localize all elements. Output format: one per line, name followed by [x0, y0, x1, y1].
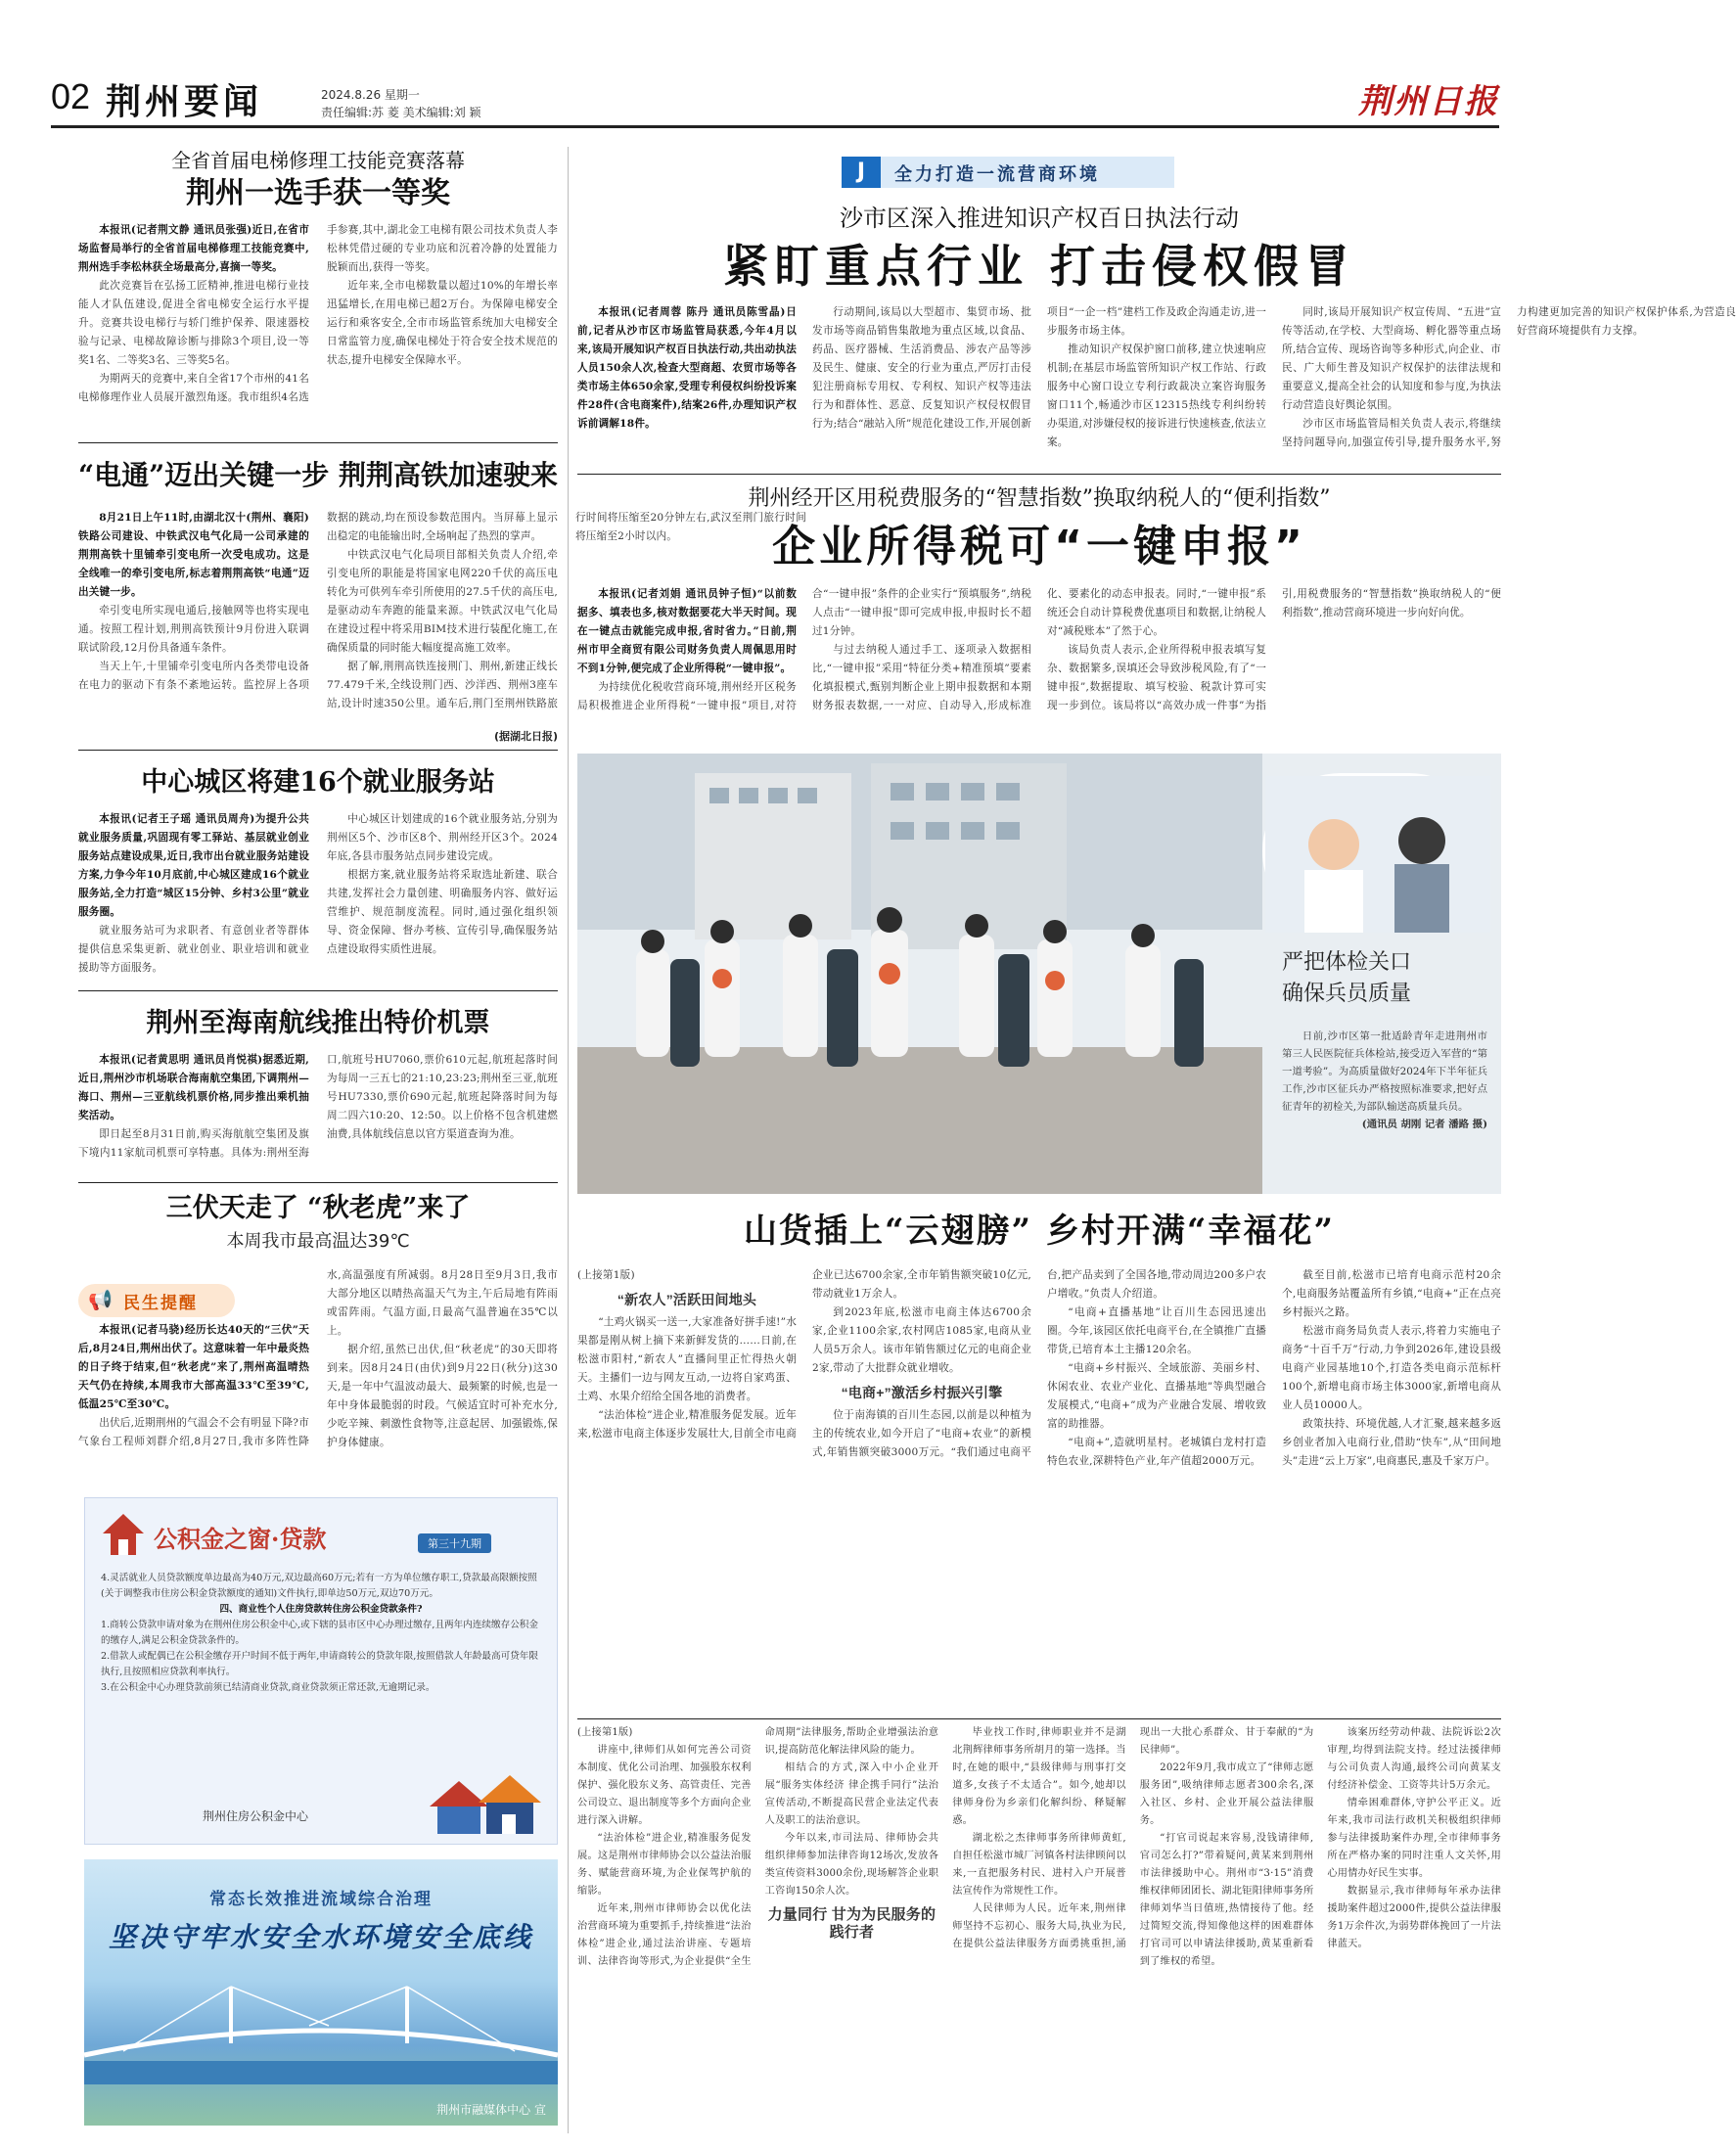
divider — [78, 750, 558, 751]
article-body: 本报讯(记者荆文静 通讯员张强)近日,在省市场监督局举行的全省首届电梯修理工技能竞赛中,荆州选手李松林获全场最高分,喜摘一等奖。 此次竞赛旨在弘扬工匠精神,推进电梯行业技能人才队伍建设,促进全省电梯安全运行水平提升。竞赛共设电梯行与轿门维护保养、限速器校验与记录、电梯故障诊断与排除3个项目,设一等奖1名、二等奖3名、三等奖5名。 为期两天的竞赛中,来自全省17个市州的41名电梯修理作业人员展开激烈角逐。我市组织4名选手参赛,其中,湖北金工电梯有限公司技术负责人李松林凭借过硬的专业功底和沉着冷静的处置能力脱颖而出,获得一等奖。 近年来,全市电梯数量以超过10%的年增长率迅猛增长,在用电梯已超2万台。为保障电梯安全运行和乘客安全,全市市场监管系统加大电梯安全日常监管力度,确保电梯处于符合安全技术规范的状态,提升电梯安全保障水平。 — [78, 224, 558, 403]
divider — [78, 1182, 558, 1183]
article-body: 8月21日上午11时,由湖北汉十(荆州、襄阳)铁路公司建设、中铁武汉电气化局一公司承建的荆荆高铁十里铺牵引变电所一次受电成功。这是全线唯一的牵引变电所,标志着荆荆高铁“电通”迈出关键一步。 牵引变电所实现电通后,接触网等也将实现电通。按照工程计划,荆荆高铁预计9月份进入联调联试阶段,12月份具备通车条件。 当天上午,十里铺牵引变电所内各类带电设备在电力的驱动下有条不紊地运转。监控屏上各项数据的跳动,均在预设参数范围内。当屏幕上显示出稳定的电能输出时,全场响起了热烈的掌声。 中铁武汉电气化局项目部相关负责人介绍,牵引变电所的职能是将国家电网220千伏的高压电转化为可供列车牵引所使用的27.5千伏的高压电,是驱动动车奔跑的能量来源。中铁武汉电气化局在建设过程中将采用BIM技术进行装配化施工,在确保质量的同时能大幅度提高施工效率。 据了解,荆荆高铁连接荆门、荆州,新建正线长77.479千米,全线设荆门西、沙洋西、荆州3座车站,设计时速350公里。通车后,荆门至荆州铁路旅行时间将压缩至20分钟左右,武汉至荆门旅行时间将压缩至2小时以内。 — [78, 512, 806, 709]
business-environment-banner — [842, 157, 1174, 188]
house-logo-icon — [101, 1512, 146, 1557]
photo-military-checkup — [577, 754, 1501, 1194]
article-railway — [78, 448, 806, 747]
article-source: (据湖北日报) — [493, 730, 558, 743]
issue-date: 2024.8.26 星期一 — [321, 88, 420, 102]
article-pretitle: 荆州经开区用税费服务的“智慧指数”换取纳税人的“便利指数” — [748, 486, 1331, 511]
divider — [78, 442, 558, 443]
inset-photo — [1262, 773, 1487, 930]
divider — [78, 990, 558, 991]
article-pretitle: 沙市区深入推进知识产权百日执法行动 — [840, 205, 1239, 232]
article-ip-enforcement — [577, 147, 1736, 470]
section-heading: 力量同行 甘为为民服务的践行者 — [767, 1906, 937, 1941]
article-title: 山货插上“云翅膀” 乡村开满“幸福花” — [743, 1212, 1336, 1251]
article-pretitle: 全省首届电梯修理工技能竞赛落幕 — [171, 149, 465, 172]
ad-items: 4.灵活就业人员贷款额度单边最高为40万元,双边最高60万元;若有一方为单位缴存职工,贷款最高限额按照(关于调整我市住房公积金贷款额度的通知)文件执行,即单边50万元,双边70万元。 四、商业性个人住房贷款转住房公积金贷款条件? 1.商转公贷款申请对象为在荆州住房公积金中心,或下辖的县市区中心办理过缴存,且两年内连续缴存公积金的缴存人,满足公积金贷款条件的。 2.借款人或配偶已在公积金缴存开户时间不低于两年,申请商转公的贷款年限,按照借款人年龄最高可贷年限执行,且按照相应贷款利率执行。 3.在公积金中心办理贷款前须已结清商业贷款,商业贷款须正常还款,无逾期记录。 — [101, 1571, 541, 1696]
article-body: 本报讯(记者王子瑶 通讯员周舟)为提升公共就业服务质量,巩固现有零工驿站、基层就业创业服务站点建设成果,近日,我市出台就业服务站建设方案,力争今年10月底前,中心城区建成16个就业服务站,全力打造“城区15分钟、乡村3公里”就业服务圈。 就业服务站可为求职者、有意创业者等群体提供信息采集更新、就业创业、职业培训和就业援助等方面服务。 中心城区计划建成的16个就业服务站,分别为荆州区5个、沙市区8个、荆州经开区3个。2024年底,各县市服务站点同步建设完成。 根据方案,就业服务站将采取选址新建、联合共建,发挥社会力量创建、明确服务内容、做好运营维护、规范制度流程。同时,通过强化组织领导、资金保障、督办考核、宣传引导,确保服务站点建设取得实质性进展。 — [78, 813, 558, 974]
editors: 责任编辑:苏 菱 美术编辑:刘 颖 — [321, 106, 481, 119]
article-body: 本报讯(记者刘娟 通讯员钟子恒)“以前数据多、填表也多,核对数据要花大半天时间。现在一键点击就能完成申报,省时省力。”日前,荆州市甲全商贸有限公司财务负责人周佩思用时不到1分钟,便完成了企业所得税“一键申报”。 为持续优化税收营商环境,荆州经开区税务局积极推进企业所得税“一键申报”项目,对符合“一键申报”条件的企业实行“预填服务”,纳税人点击“一键申报”即可完成申报,申报时长不超过1分钟。 与过去纳税人通过手工、逐项录入数据相比,“一键申报”采用“特征分类+精准预填”要素化填报模式,甄别判断企业上期申报数据和本期财务报表数据,一一对应、自动导入,形成标准化、要素化的动态申报表。同时,“一键申报”系统还会自动计算税费优惠项目和数据,让纳税人对“减税账本”了然于心。 该局负责人表示,企业所得税申报表填写复杂、数据繁多,误填还会导致涉税风险,有了“一键申报”,数据提取、填写校验、税款计算可实现一步到位。该局将以“高效办成一件事”为指引,用税费服务的“智慧指数”换取纳税人的“便利指数”,推动营商环境进一步向好向优。 — [577, 588, 1501, 711]
masthead-rule — [51, 125, 1499, 128]
divider — [577, 474, 1501, 475]
section-heading: “新农人”活跃田间地头 — [617, 1292, 757, 1307]
article-airline — [78, 996, 558, 1180]
ad-line-2: 坚决守牢水安全水环境安全底线 — [108, 1921, 533, 1953]
article-body: (上接第1版) 讲座中,律师们从如何完善公司资本制度、优化公司治理、加强股东权利保护、强化股东义务、高管责任、完善公司设立、退出制度等多个方面向企业进行深入讲解。 “法治体检”进企业,精准服务促发展。这是荆州市律师协会以公益法治服务、赋能营商环境,为企业保驾护航的缩影。 近年来,荆州市律师协会以优化法治营商环境为重要抓手,持续推进“法治体检”进企业,通过法治讲座、专题培训、法律咨询等形式,为企业提供“全生命周期”法律服务,帮助企业增强法治意识,提高防范化解法律风险的能力。 相结合的方式,深入中小企业开展“服务实体经济 律企携手同行”法治宣传活动,不断提高民营企业法定代表人及职工的法治意识。 今年以来,市司法局、律师协会共组织律师参加法律咨询12场次,发放各类宣传资料3000余份,现场解答企业职工咨询150余人次。 力量同行 甘为为民服务的践行者 毕业找工作时,律师职业并不是湖北荆辉律师事务所胡月的第一选择。当时,在她的眼中,“县级律师与刑事打交道多,女孩子不太适合”。如今,她却以律师身份为乡亲们化解纠纷、释疑解惑。 湖北松之杰律师事务所律师黄虹,自担任松滋市城厂河镇各村法律顾问以来,一直把服务村民、进村入户开展普法宣传作为常规性工作。 人民律师为人民。近年来,荆州律师坚持不忘初心、服务大局,执业为民,在提供公益法律服务方面勇挑重担,涌现出一大批心系群众、甘于奉献的“为民律师”。 2022年9月,我市成立了“律师志愿服务团”,吸纳律师志愿者300余名,深入社区、乡村、企业开展公益法律服务。 “打官司说起来容易,没钱请律师,官司怎么打?”带着疑问,黄某来到荆州市法律援助中心。荆州市“3·15”消费维权律师团团长、湖北钜阳律师事务所律师刘华当日值班,热情接待了他。经过简短交流,得知像他这样的困难群体打官司可以申请法律援助,黄某重新看到了维权的希望。 该案历经劳动仲裁、法院诉讼2次审理,均得到法院支持。经过法援律师与公司负责人沟通,最终公司向黄某支付经济补偿金、工资等共计5万余元。 情牵困难群体,守护公平正义。近年来,我市司法行政机关积极组织律师参与法律援助案件办理,全市律师事务所在严格办案的同时注重人文关怀,用心用情办好民生实事。 数据显示,我市律师每年承办法律援助案件超过2000件,提供公益法律服务1万余件次,为弱势群体挽回了一片法律蓝天。 — [577, 1727, 1501, 1967]
ad-issue: 第三十九期 — [418, 1533, 491, 1553]
article-subtitle: 本周我市最高温达39℃ — [226, 1231, 410, 1252]
tag-label: 民生提醒 — [123, 1294, 198, 1313]
ad-section: 四、商业性个人住房贷款转住房公积金贷款条件? — [219, 1604, 423, 1615]
article-tax — [577, 480, 1501, 739]
article-title: 荆州一选手获一等奖 — [186, 176, 450, 210]
article-ecommerce — [577, 1204, 1501, 1713]
banner-icon: J — [842, 157, 881, 188]
ad-line-1: 常态长效推进流域综合治理 — [209, 1890, 433, 1909]
section-title: 荆州要闻 — [106, 81, 263, 122]
article-body: 本报讯(记者周蓉 陈丹 通讯员陈雪晶)日前,记者从沙市区市场监管局获悉,今年4月以来,该局开展知识产权百日执法行动,共出动执法人员150余人次,检查大型商超、农贸市场等各类市场主体650余家,受理专利侵权纠纷投诉案件28件(含电商案件),结案26件,办理知识产权诉前调解18件。 行动期间,该局以大型超市、集贸市场、批发市场等商品销售集散地为重点区域,以食品、药品、医疗器械、生活消费品、涉农产品等涉及民生、健康、安全的行业为重点,严厉打击侵犯注册商标专用权、专利权、知识产权等违法行为和群体性、恶意、反复知识产权侵权假冒行为;结合“融站入所”规范化建设工作,开展创新项目“一企一档”建档工作及政企沟通走访,进一步服务市场主体。 推动知识产权保护窗口前移,建立快速响应机制;在基层市场监管所知识产权工作站、行政服务中心窗口设立专利行政裁决立案咨询服务窗口11个,畅通沙市区12315热线专利纠纷转办渠道,对涉嫌侵权的接诉进行快速核查,依法立案。 同时,该局开展知识产权宣传周、“五进”宣传等活动,在学校、大型商场、孵化器等重点场所,结合宣传、现场咨询等多种形式,向企业、市民、广大师生普及知识产权保护的法律法规和重要意义,提高全社会的认知度和参与度,为执法行动营造良好舆论氛围。 沙市区市场监管局相关负责人表示,将继续坚持问题导向,加强宣传引导,提升服务水平,努力构建更加完善的知识产权保护体系,为营造良好营商环境提供有力支撑。 — [577, 306, 1736, 448]
article-title: 荆州至海南航线推出特价机票 — [146, 1008, 490, 1038]
ad-title: 公积金之窗·贷款 — [154, 1525, 327, 1553]
article-body: (上接第1版) “新农人”活跃田间地头 “土鸡火锅买一送一,大家准备好拼手速!”水果都是刚从树上摘下来新鲜发货的……日前,在松滋市阳村,“新农人”直播间里正忙得热火朝天。主播们一边与网友互动,一边将自家鸡蛋、土鸡、水果介绍给全国各地的消费者。 “法治体检”进企业,精准服务促发展。近年来,松滋市电商主体逐步发展壮大,目前全市电商企业已达6700余家,全市年销售额突破10亿元,带动就业1万余人。 到2023年底,松滋市电商主体达6700余家,企业1100余家,农村网店1085家,电商从业人员5万余人。该市年销售额过亿元的电商企业2家,带动了大批群众就业增收。 “电商+”激活乡村振兴引擎 位于南海镇的百川生态园,以前是以种植为主的传统农业,如今开启了“电商+农业”的新模式,年销售额突破3000万元。“我们通过电商平台,把产品卖到了全国各地,带动周边200多户农户增收。”负责人介绍道。 “电商+直播基地”让百川生态园迅速出圈。今年,该园区依托电商平台,在全镇推广直播带货,已培育本土主播120余名。 “电商+乡村振兴、全域旅游、美丽乡村、休闲农业、农业产业化、直播基地”等典型融合发展模式,“电商+”成为产业融合发展、增收致富的助推器。 “电商+”,造就明星村。老城镇白龙村打造特色农业,深耕特色产业,年产值超2000万元。 截至目前,松滋市已培育电商示范村20余个,电商服务站覆盖所有乡镇,“电商+”正在点亮乡村振兴之路。 松滋市商务局负责人表示,将着力实施电子商务“十百千万”行动,力争到2026年,建设县级电商产业园基地10个,打造各类电商示范标杆100个,新增电商市场主体3000家,新增电商从业人员10000人。 政策扶持、环境优越,人才汇聚,越来越多返乡创业者加入电商行业,借助“快车”,从“田间地头”走进“云上万家”,电商惠民,惠及千家万户。 — [577, 1269, 1501, 1467]
newspaper-logo: 荆州日报 — [1358, 82, 1499, 121]
article-weather — [78, 1188, 558, 1482]
divider — [577, 1718, 1501, 1719]
housing-fund-ad — [84, 1497, 558, 1845]
article-title: 紧盯重点行业 打击侵权假冒 — [722, 240, 1355, 293]
column-divider — [568, 147, 569, 2133]
article-title: 中心城区将建16个就业服务站 — [141, 767, 495, 798]
article-title: 企业所得税可“一键申报” — [772, 522, 1306, 572]
bridge-illustration — [84, 1967, 558, 2084]
ad-organization: 荆州住房公积金中心 — [203, 1809, 309, 1823]
banner-label: 全力打造一流营商环境 — [894, 164, 1100, 185]
section-heading: “电商+”激活乡村振兴引擎 — [841, 1385, 1003, 1400]
ad-organization: 荆州市融媒体中心 宣 — [436, 2103, 546, 2117]
article-body: 本报讯(记者马骁)经历长达40天的“三伏”天后,8月24日,荆州出伏了。这意味着一年中最炎热的日子终于结束,但“秋老虎”来了,荆州高温晴热天气仍在持续,本周我市大部高温33℃至39℃,低温25℃至30℃。 出伏后,近期荆州的气温会不会有明显下降?市气象台工程师刘群介绍,8月27日,我市多阵性降水,高温强度有所减弱。8月28日至9月3日,我市大部分地区以晴热高温天气为主,午后局地有阵雨或雷阵雨。气温方面,日最高气温普遍在35℃以上。 据介绍,虽然已出伏,但“秋老虎”的30天即将到来。因8月24日(由伏)到9月22日(秋分)这30天,是一年中气温波动最大、最频繁的时候,也是一年中身体最脆弱的时段。气候适宜时可补充水分,少吃辛辣、刺激性食物等,注意起居、加强锻炼,保护身体健康。 — [78, 1269, 558, 1448]
river-governance-ad — [84, 1859, 558, 2126]
article-elevator — [78, 147, 558, 440]
article-body: 本报讯(记者黄思明 通讯员肖悦祺)据悉近期,近日,荆州沙市机场联合海南航空集团,下调荆州—海口、荆州—三亚航线机票价格,同步推出乘机抽奖活动。 即日起至8月31日前,购买海航航空集团及旗下境内11家航司机票可享特惠。具体为:荆州至海口,航班号HU7060,票价610元起,航班起落时间为每周一三五七的21:10,23:23;荆州至三亚,航班号HU7330,票价690元起,航班起降落时间为每周二四六10:20、12:50。以上价格不包含机建燃油费,具体航线信息以官方渠道查询为准。 — [78, 1054, 558, 1159]
houses-illustration — [420, 1767, 547, 1836]
article-title: 三伏天走了 “秋老虎”来了 — [165, 1193, 471, 1223]
masthead — [51, 69, 1499, 127]
page-number: 02 — [51, 76, 91, 116]
photo-group — [577, 754, 1262, 1194]
megaphone-icon: 📢 — [88, 1288, 113, 1311]
photo-caption: 日前,沙市区第一批适龄青年走进荆州市第三人民医院征兵体检站,接受迈入军营的“第一道考验”。为高质量做好2024年下半年征兵工作,沙市区征兵办严格按照标准要求,把好点征青年的初检关,为部队输送高质量兵员。 (通讯员 胡刚 记者 潘路 摄) — [1282, 1028, 1487, 1133]
article-lawyers — [577, 1724, 1501, 2133]
article-employment — [78, 755, 558, 988]
article-title: “电通”迈出关键一步 荆荆高铁加速驶来 — [78, 459, 558, 491]
photo-headline: 严把体检关口 确保兵员质量 — [1282, 950, 1412, 1006]
photo-credit: (通讯员 胡刚 记者 潘路 摄) — [1361, 1119, 1487, 1130]
